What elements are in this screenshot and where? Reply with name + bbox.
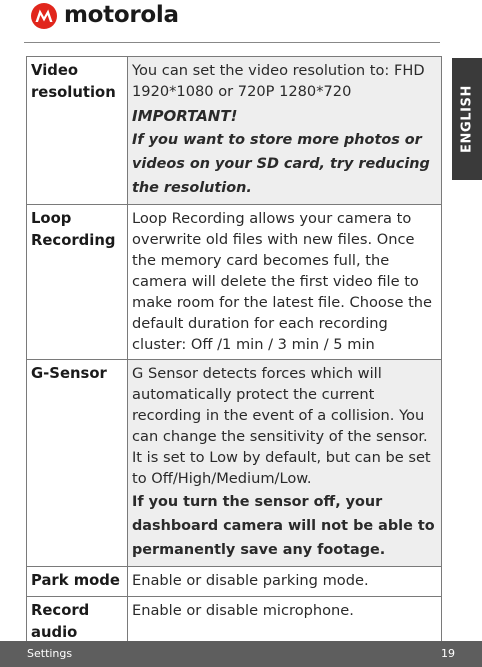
setting-name: G-Sensor: [31, 365, 107, 382]
setting-description: Enable or disable microphone.: [132, 602, 354, 619]
setting-name: Video resolution: [31, 62, 116, 101]
language-tab-label: ENGLISH: [459, 85, 475, 153]
table-row: [27, 360, 442, 567]
setting-name: Loop Recording: [31, 210, 116, 249]
header-divider: [24, 42, 440, 43]
important-note: If you want to store more photos or videos on your SD card, try reducing the resolution.: [132, 132, 430, 196]
table-row: [27, 205, 442, 360]
setting-description: Enable or disable parking mode.: [132, 572, 369, 589]
brand-wordmark: motorola: [64, 2, 179, 28]
setting-name-cell: [27, 567, 128, 597]
page-header: [0, 0, 482, 38]
setting-description: Loop Recording allows your camera to overwrite old files with new files. Once the memory card becomes full, the camera will delete the first video file to make room for the latest file. Choose the default duration for each recording cluster: Off /1 min / 3 min / 5 min: [132, 210, 433, 353]
warning-note: If you turn the sensor off, your dashboard camera will not be able to permanently save any footage.: [132, 494, 435, 558]
language-tab: [452, 58, 482, 180]
page-number: 19: [441, 647, 455, 660]
table-row: [27, 57, 442, 205]
setting-name: Park mode: [31, 572, 120, 589]
setting-name-cell: [27, 360, 128, 567]
setting-name-cell: [27, 205, 128, 360]
page-footer: [0, 641, 482, 667]
footer-section-title: Settings: [27, 647, 73, 660]
setting-name: Record audio: [31, 602, 90, 641]
setting-description-cell: [128, 360, 442, 567]
motorola-logo-icon: [31, 3, 57, 29]
setting-name-cell: [27, 57, 128, 205]
setting-description: G Sensor detects forces which will automatically protect the current recording in the event of a collision. You can change the sensitivity of the sensor. It is set to Low by default, but can be set to Off/High/Medium/Low.: [132, 365, 431, 487]
setting-description-cell: [128, 57, 442, 205]
table-row: [27, 567, 442, 597]
setting-description: You can set the video resolution to: FHD 1920*1080 or 720P 1280*720: [132, 62, 425, 100]
setting-description-cell: [128, 205, 442, 360]
important-heading: IMPORTANT!: [132, 107, 238, 125]
setting-description-cell: [128, 567, 442, 597]
settings-table: [26, 56, 442, 649]
